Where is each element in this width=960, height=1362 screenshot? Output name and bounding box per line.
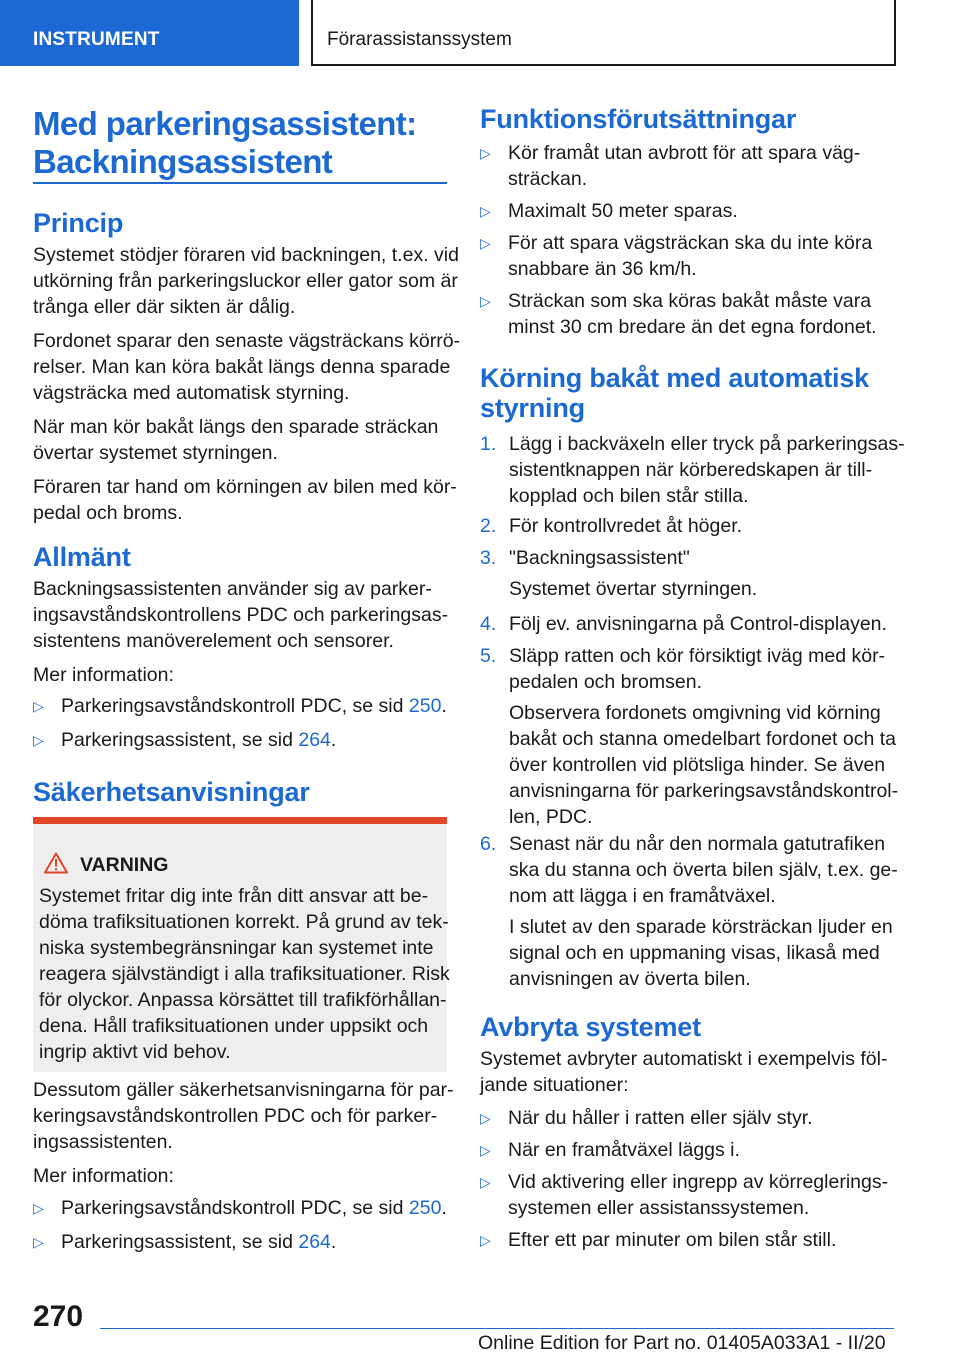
step-text: anvisningarna för parkeringsavståndskontrol-: [509, 780, 899, 802]
bullet-text: Sträckan som ska köras bakåt måste vara: [508, 290, 872, 312]
triangle-right-outline-icon: ▷: [33, 732, 44, 748]
heading-princip: Princip: [33, 208, 124, 238]
step-text: Observera fordonets omgivning vid körning: [509, 702, 881, 724]
page-reference-link[interactable]: 264: [298, 1231, 331, 1253]
bullet-text: minst 30 cm bredare än det egna fordonet.: [508, 316, 877, 338]
step-text: För kontrollvredet åt höger.: [509, 515, 743, 537]
triangle-right-outline-icon: ▷: [480, 1110, 491, 1126]
page-reference-link[interactable]: 250: [408, 695, 442, 717]
bullet-text-prefix: Parkeringsassistent, se sid: [61, 1231, 299, 1253]
step-text: Släpp ratten och kör försiktigt iväg med kör-: [509, 645, 886, 667]
step-text: pedalen och bromsen.: [509, 671, 702, 693]
triangle-right-outline-icon: ▷: [480, 1174, 491, 1190]
triangle-right-outline-icon: ▷: [33, 698, 44, 714]
bullet-text: Vid aktivering eller ingrepp av körreglerings-: [508, 1171, 889, 1193]
bullet-text: När du håller i ratten eller själv styr.: [508, 1107, 813, 1129]
paragraph-line: trånga eller där sikten är dålig.: [33, 296, 296, 318]
triangle-right-outline-icon: ▷: [480, 145, 491, 161]
bullet-text-end: .: [330, 1231, 337, 1253]
step-text: Följ ev. anvisningarna på Control-displayen.: [509, 613, 887, 635]
paragraph-line: jande situationer:: [480, 1074, 629, 1096]
step-text: sistentknappen när körberedskapen är till-: [509, 459, 873, 481]
step-number: 4.: [480, 613, 497, 635]
step-number: 3.: [480, 547, 497, 569]
paragraph-line: ingsavståndskontrollens PDC och parkeringsas-: [33, 604, 449, 626]
bullet-text: För att spara vägsträckan ska du inte köra: [508, 232, 873, 254]
bullet-text: [61, 1195, 447, 1221]
triangle-right-outline-icon: ▷: [33, 1234, 44, 1250]
bullet-text: sträckan.: [508, 168, 588, 190]
paragraph-line: relser. Man kan köra bakåt längs denna sparade: [33, 356, 451, 378]
paragraph-line: pedal och broms.: [33, 502, 183, 524]
warning-triangle-icon: [44, 852, 68, 874]
heading-sakerhet: Säkerhetsanvisningar: [33, 777, 310, 807]
heading-avbryta: Avbryta systemet: [480, 1012, 701, 1042]
heading-allmant: Allmänt: [33, 542, 131, 572]
header-chapter-box: [311, 0, 896, 66]
triangle-right-outline-icon: ▷: [33, 1200, 44, 1216]
paragraph-line: utkörning från parkeringsluckor eller gator som är: [33, 270, 458, 292]
bullet-text: När en framåtväxel läggs i.: [508, 1139, 740, 1161]
warning-box: [33, 817, 450, 1072]
header-section-label: INSTRUMENT: [33, 29, 160, 50]
step-number: 2.: [480, 515, 497, 537]
step-number: 1.: [480, 433, 497, 455]
paragraph-line: för olyckor. Anpassa körsättet till trafikförhållan-: [39, 989, 447, 1011]
bullet-text-prefix: Parkeringsavståndskontroll PDC, se sid: [61, 695, 409, 717]
bullet-text: Maximalt 50 meter sparas.: [508, 200, 738, 222]
step-text: signal och en uppmaning visas, likaså med: [509, 942, 880, 964]
page-title-line-2: Backningsassistent: [33, 143, 333, 180]
paragraph-line: Systemet avbryter automatiskt i exempelvis föl-: [480, 1048, 888, 1070]
header-chapter-label: Förarassistanssystem: [327, 29, 512, 50]
step-text: "Backningsassistent": [509, 547, 690, 569]
triangle-right-outline-icon: ▷: [480, 1142, 491, 1158]
bullet-text: [61, 693, 447, 719]
step-text: nom att lägga i en framåtväxel.: [509, 885, 776, 907]
paragraph-line: vägsträcka med automatisk styrning.: [33, 382, 350, 404]
paragraph-line: Fordonet sparar den senaste vägsträckans körrö-: [33, 330, 461, 352]
paragraph-line: Backningsassistenten använder sig av parker-: [33, 578, 432, 600]
bullet-text-end: .: [330, 729, 337, 751]
footer-edition: Online Edition for Part no. 01405A033A1 - II/20: [478, 1332, 886, 1354]
bullet-text: Efter ett par minuter om bilen står still.: [508, 1229, 837, 1251]
paragraph-line: niska systembegränsningar kan systemet inte: [39, 937, 434, 959]
step-text: kopplad och bilen står stilla.: [509, 485, 749, 507]
bullet-text-prefix: Parkeringsavståndskontroll PDC, se sid: [61, 1197, 409, 1219]
paragraph-line: Mer information:: [33, 664, 174, 686]
triangle-right-outline-icon: ▷: [480, 293, 491, 309]
step-text: bakåt och stanna omedelbart fordonet och ta: [509, 728, 897, 750]
page-number: 270: [33, 1300, 84, 1333]
paragraph-line: Dessutom gäller säkerhetsanvisningarna för par-: [33, 1079, 454, 1101]
paragraph-line: döma trafiksituationen korrekt. På grund av tek-: [39, 911, 449, 933]
triangle-right-outline-icon: ▷: [480, 1232, 491, 1248]
bullet-text: [61, 1229, 336, 1255]
paragraph-line: sistentens manöverelement och sensorer.: [33, 630, 394, 652]
step-text: Lägg i backväxeln eller tryck på parkeringsas-: [509, 433, 905, 455]
step-text: Systemet övertar styrningen.: [509, 578, 758, 600]
paragraph-line: Mer information:: [33, 1165, 174, 1187]
step-text: I slutet av den sparade körsträckan ljuder en: [509, 916, 893, 938]
heading-korning-line-1: Körning bakåt med automatisk: [480, 363, 869, 393]
paragraph-line: keringsavståndskontrollen PDC och för parker-: [33, 1105, 438, 1127]
page-title-line-1: Med parkeringsassistent:: [33, 105, 417, 142]
header-section-tab: [0, 0, 299, 66]
warning-title: VARNING: [80, 854, 169, 876]
step-number: 5.: [480, 645, 497, 667]
bullet-text-prefix: Parkeringsassistent, se sid: [61, 729, 299, 751]
bullet-text: snabbare än 36 km/h.: [508, 258, 697, 280]
paragraph-line: övertar systemet styrningen.: [33, 442, 278, 464]
step-text: anvisningen av överta bilen.: [509, 968, 751, 990]
step-text: över kontrollen vid plötsliga hinder. Se även: [509, 754, 886, 776]
bullet-text: systemen eller assistanssystemen.: [508, 1197, 810, 1219]
step-text: Senast när du når den normala gatutrafiken: [509, 833, 886, 855]
bullet-text: [61, 727, 336, 753]
paragraph-line: Föraren tar hand om körningen av bilen med kör-: [33, 476, 457, 498]
title-rule: [33, 182, 447, 184]
paragraph-line: dena. Håll trafiksituationen under uppsikt och: [39, 1015, 429, 1037]
heading-funktion: Funktionsförutsättningar: [480, 104, 797, 134]
triangle-right-outline-icon: ▷: [480, 203, 491, 219]
step-text: ska du stanna och överta bilen själv, t.ex. ge-: [509, 859, 898, 881]
heading-korning-line-2: styrning: [480, 393, 585, 423]
bullet-text: Kör framåt utan avbrott för att spara väg-: [508, 142, 861, 164]
paragraph-line: ingsassistenten.: [33, 1131, 173, 1153]
page-reference-link[interactable]: 264: [298, 729, 331, 751]
paragraph-line: Systemet fritar dig inte från ditt ansvar att be-: [39, 885, 429, 907]
page-reference-link[interactable]: 250: [408, 1197, 442, 1219]
step-number: 6.: [480, 833, 497, 855]
bullet-text-end: .: [441, 1197, 447, 1219]
paragraph-line: Systemet stödjer föraren vid backningen, t.ex. vid: [33, 244, 459, 266]
paragraph-line: ingrip aktivt vid behov.: [39, 1041, 231, 1063]
footer-rule: [100, 1328, 894, 1329]
bullet-text-end: .: [441, 695, 447, 717]
step-text: len, PDC.: [509, 806, 593, 828]
triangle-right-outline-icon: ▷: [480, 235, 491, 251]
paragraph-line: reagera självständigt i alla trafiksituationer. Risk: [39, 963, 450, 985]
paragraph-line: När man kör bakåt längs den sparade sträckan: [33, 416, 439, 438]
